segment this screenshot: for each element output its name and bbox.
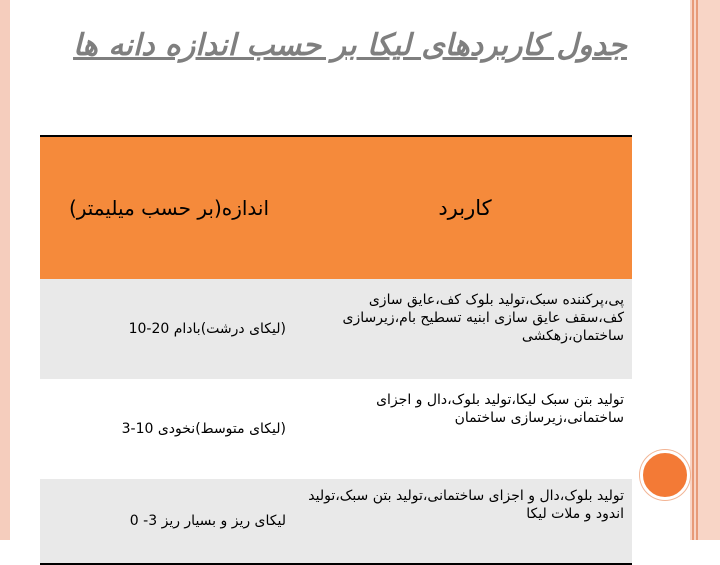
slide-title: جدول کاربردهای لیکا بر حسب اندازه دانه ها — [73, 28, 627, 63]
cell-size: لیکای ریز و بسیار ریز 3- 0 — [40, 479, 298, 564]
usage-table — [40, 135, 632, 565]
cell-use: پی،پرکننده سبک،تولید بلوک کف،عایق سازی کف،سقف عایق سازی ابنیه تسطیح بام،زیرسازی ساختمان،زهکشی — [298, 279, 632, 379]
header-use: کاربرد — [298, 136, 632, 279]
table-header-row — [40, 136, 632, 279]
table-row — [40, 279, 632, 379]
right-border-line — [692, 0, 694, 540]
cell-size: (لیکای متوسط)نخودی 10-3 — [40, 379, 298, 479]
decorative-circle — [640, 450, 690, 500]
table-row — [40, 379, 632, 479]
cell-use: تولید بتن سبک لیکا،تولید بلوک،دال و اجزای ساختمانی،زیرسازی ساختمان — [298, 379, 632, 479]
cell-size: (لیکای درشت)بادام 20-10 — [40, 279, 298, 379]
table-row — [40, 479, 632, 564]
right-border-line — [696, 0, 698, 540]
header-size: اندازه(بر حسب میلیمتر) — [40, 136, 298, 279]
right-border-strip — [690, 0, 720, 540]
cell-use: تولید بلوک،دال و اجزای ساختمانی،تولید بتن سبک،تولید اندود و ملات لیکا — [298, 479, 632, 564]
left-border-strip — [0, 0, 10, 540]
